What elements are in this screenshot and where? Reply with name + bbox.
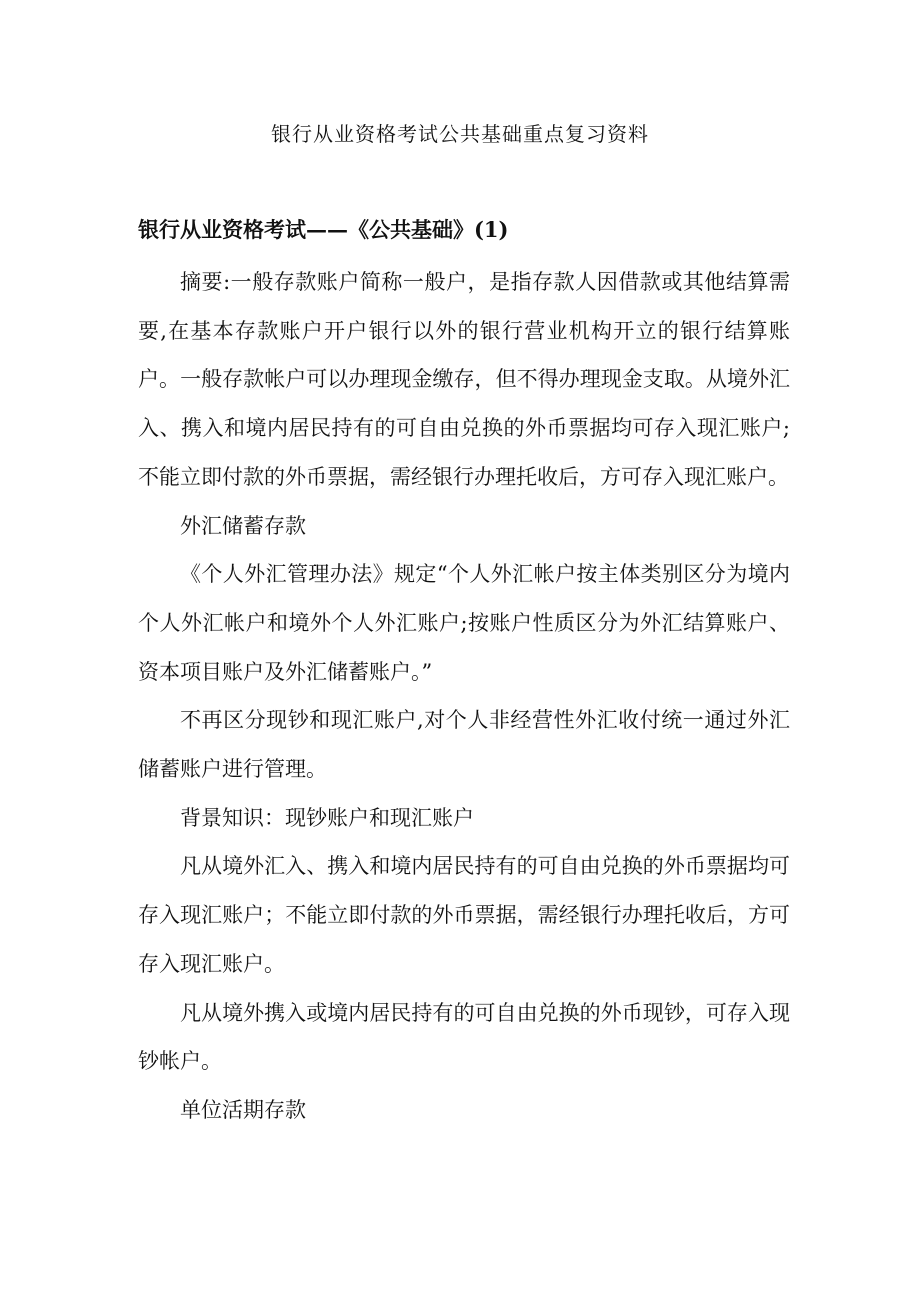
section-heading: 银行从业资格考试——《公共基础》(1) [138, 217, 509, 242]
paragraph-summary: 摘要:一般存款账户简称一般户，是指存款人因借款或其他结算需要,在基本存款账户开户银行以外的银行营业机构开立的银行结算账户。一般存款帐户可以办理现金缴存，但不得办理现金支取。从境外汇入、携入和境内居民持有的可自由兑换的外币票据均可存入现汇账户;不能立即付款的外币票据，需经银行办理托收后，方可存入现汇账户。 [138, 270, 790, 489]
paragraph-foreign-savings-heading: 外汇储蓄存款 [180, 513, 306, 538]
paragraph-background-heading: 背景知识：现钞账户和现汇账户 [180, 805, 474, 830]
document-body [138, 258, 790, 1135]
paragraph-regulation: 《个人外汇管理办法》规定“个人外汇帐户按主体类别区分为境内个人外汇帐户和境外个人外汇账户;按账户性质区分为外汇结算账户、资本项目账户及外汇储蓄账户。” [138, 562, 790, 684]
paragraph-account-management: 不再区分现钞和现汇账户,对个人非经营性外汇收付统一通过外汇储蓄账户进行管理。 [138, 708, 790, 782]
paragraph-spot-exchange: 凡从境外汇入、携入和境内居民持有的可自由兑换的外币票据均可存入现汇账户；不能立即付款的外币票据，需经银行办理托收后，方可存入现汇账户。 [138, 854, 790, 976]
paragraph-cash-account: 凡从境外携入或境内居民持有的可自由兑换的外币现钞，可存入现钞帐户。 [138, 1000, 790, 1074]
document-title: 银行从业资格考试公共基础重点复习资料 [271, 122, 649, 146]
paragraph-unit-demand-deposit: 单位活期存款 [180, 1097, 306, 1122]
